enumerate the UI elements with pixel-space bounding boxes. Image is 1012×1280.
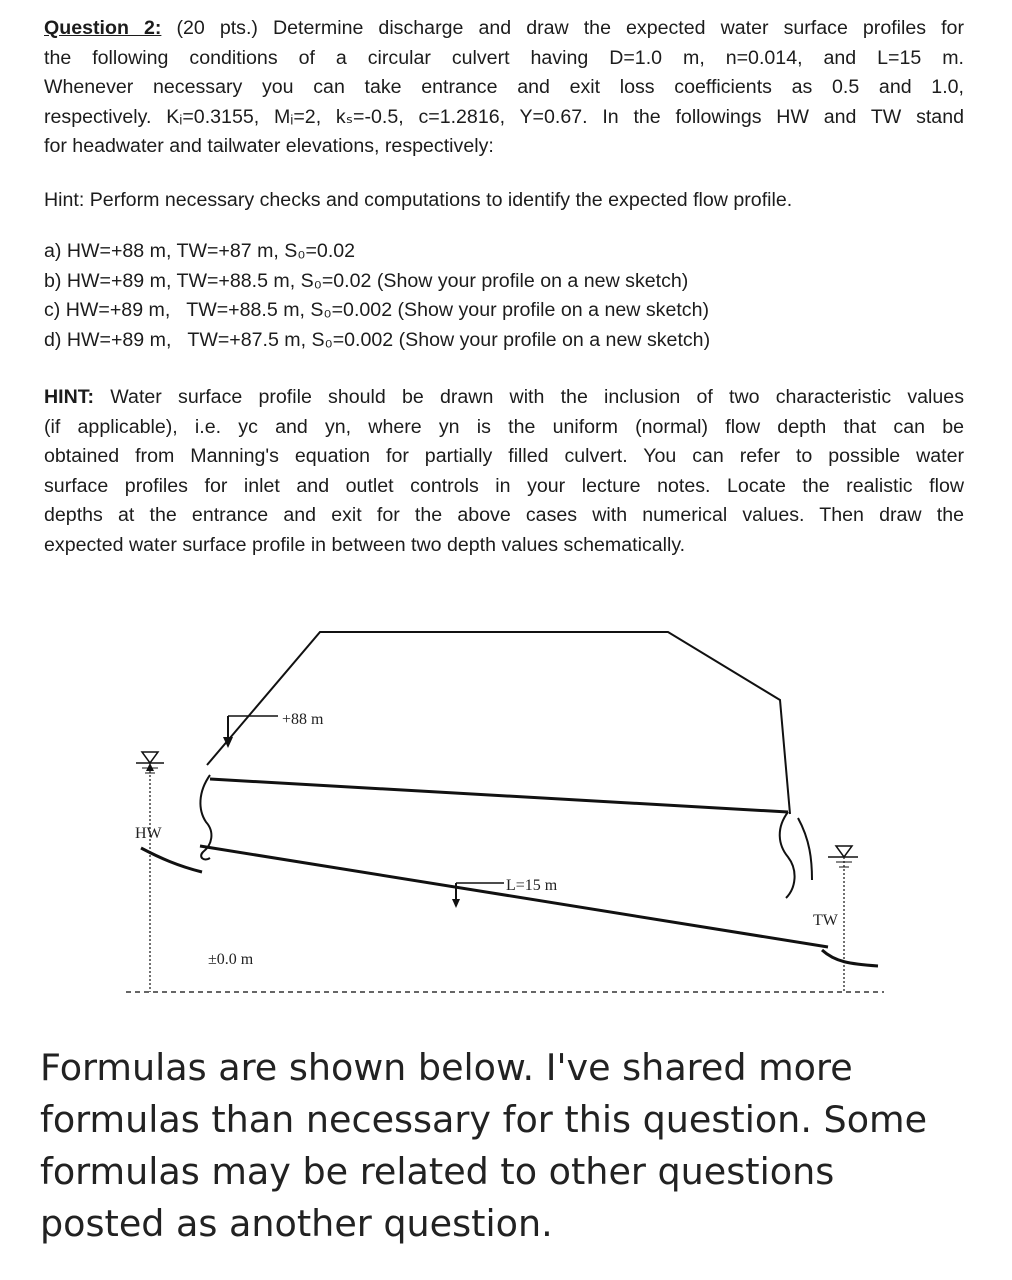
datum-label: ±0.0 m [208, 951, 254, 968]
hint2-label: HINT: [44, 386, 95, 408]
hint2-line-2: (if applicable), i.e. yc and yn, where yn is the uniform (normal) flow depth that can be [44, 415, 964, 438]
formula-note-line-1: Formulas are shown below. I've shared more [40, 1046, 853, 1089]
question-label: Question 2: [44, 17, 162, 39]
tw-label: TW [813, 912, 838, 929]
tw-gauge [813, 846, 858, 992]
culvert-bottom [200, 846, 828, 947]
hint2-line-6: expected water surface profile in between two depth values schematically. [44, 533, 686, 556]
formula-note-line-4: posted as another question. [40, 1202, 553, 1245]
tw-ground [822, 950, 878, 966]
part-c: c) HW=+89 m, TW=+88.5 m, S₀=0.002 (Show your profile on a new sketch) [44, 299, 710, 321]
hint-text: Hint: Perform necessary checks and computations to identify the expected flow profile. [44, 188, 793, 211]
hw-label: HW [135, 825, 162, 842]
question-line-2: the following conditions of a circular culvert having D=1.0 m, n=0.014, and L=15 m. [44, 46, 964, 69]
length-label: L=15 m [506, 877, 558, 894]
formula-note-line-2: formulas than necessary for this question. Some [40, 1098, 928, 1141]
part-a: a) HW=+88 m, TW=+87 m, S₀=0.02 [44, 240, 356, 262]
top-elevation-label: +88 m [282, 711, 324, 728]
question-line-3: Whenever necessary you can take entrance and exit loss coefficients as 0.5 and 1.0, [44, 76, 964, 98]
hint2-paragraph [44, 383, 964, 560]
culvert-diagram [0, 610, 1012, 1010]
hint2-line-5: depths at the entrance and exit for the above cases with numerical values. Then draw the [44, 504, 964, 526]
formula-note-line-3: formulas may be related to other questions [40, 1150, 835, 1193]
question-line-1: Question 2: (20 pts.) Determine discharge and draw the expected water surface profiles for [44, 17, 964, 39]
culvert-top [210, 779, 788, 812]
parts-list [44, 237, 964, 355]
hint2-line-4: surface profiles for inlet and outlet controls in your lecture notes. Locate the realistic flow [44, 474, 964, 497]
formula-note [40, 1042, 980, 1250]
length-marker [452, 877, 558, 908]
part-d: d) HW=+89 m, TW=+87.5 m, S₀=0.002 (Show your profile on a new sketch) [44, 328, 711, 351]
hw-gauge [135, 752, 164, 992]
question-line-5: for headwater and tailwater elevations, respectively: [44, 135, 494, 157]
hint2-line-3: obtained from Manning's equation for partially filled culvert. You can refer to possible water [44, 445, 964, 467]
question-line-4: respectively. Kᵢ=0.3155, Mᵢ=2, kₛ=-0.5, c=1.2816, Y=0.67. In the followings HW and TW stand [44, 105, 964, 128]
outlet-break-line [780, 812, 812, 898]
hint2-line-1: HINT: Water surface profile should be drawn with the inclusion of two characteristic values [44, 386, 964, 408]
part-b: b) HW=+89 m, TW=+88.5 m, S₀=0.02 (Show your profile on a new sketch) [44, 269, 689, 292]
question-document [44, 14, 964, 560]
